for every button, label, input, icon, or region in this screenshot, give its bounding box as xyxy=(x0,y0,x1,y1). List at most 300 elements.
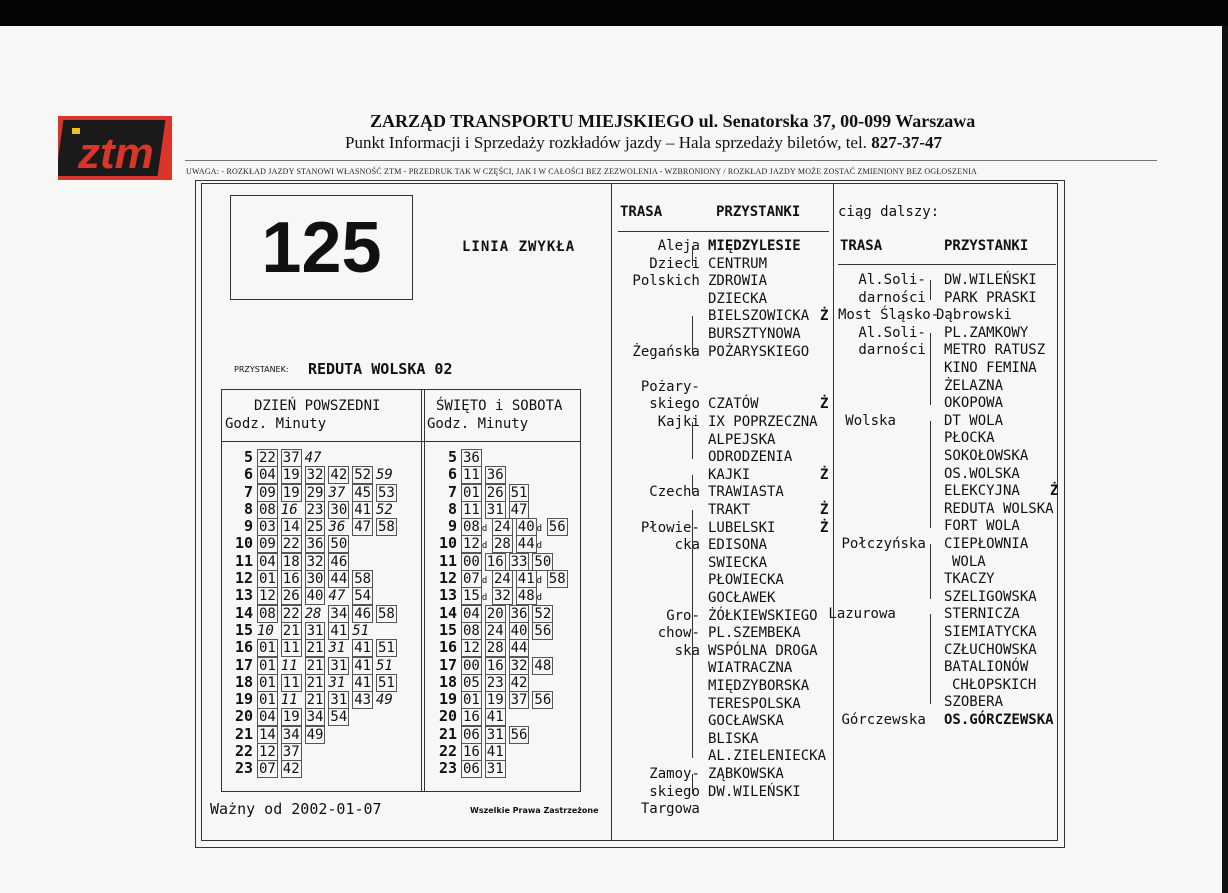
copyright-notice: UWAGA: - ROZKŁAD JAZDY STANOWI WŁASNOŚĆ ZTM - PRZEDRUK TAK W CZĘŚCI, JAK I W CAŁOŚCI BEZ ZEZWOLENIA - WZBRONIONY / ROZKŁAD JAZDY MOŻE ZOSTAĆ ZMIENIONY BEZ OGŁOSZENIA xyxy=(186,167,978,176)
departure-hour: 17 xyxy=(438,655,457,674)
departure-row xyxy=(221,518,421,535)
departure-hour: 14 xyxy=(234,603,253,622)
departure-row xyxy=(221,535,421,552)
departure-minute: 42 xyxy=(330,467,348,484)
departure-minute: 12 d xyxy=(463,536,488,553)
departure-minute: 08 d xyxy=(463,519,488,536)
departure-hour: 20 xyxy=(234,707,253,726)
departure-minute: 36 xyxy=(328,519,346,536)
route-street: Czecha xyxy=(649,484,700,501)
route-connector xyxy=(692,510,693,758)
departure-row xyxy=(425,484,581,501)
line-type: LINIA ZWYKŁA xyxy=(462,239,576,255)
departure-row xyxy=(425,726,581,743)
route-stop: CZŁUCHOWSKA xyxy=(944,641,1037,658)
weekday-subtitle: Godz. Minuty xyxy=(225,416,327,432)
route-stop: DW.WILEŃSKI xyxy=(708,783,801,800)
route-connector xyxy=(692,422,693,459)
departure-minute: 31 xyxy=(486,761,504,778)
departure-hour: 13 xyxy=(438,586,457,605)
route2-header-rule xyxy=(838,264,1056,265)
departure-minute: 58 xyxy=(377,605,395,622)
departure-hour: 20 xyxy=(438,707,457,726)
departure-minute: 04 xyxy=(259,553,276,570)
departure-hour: 17 xyxy=(234,655,253,674)
departure-minute: 54 xyxy=(330,709,348,726)
departure-hour: 19 xyxy=(234,690,253,709)
route-stop: MIĘDZYLESIE xyxy=(708,238,801,254)
departure-minute: 51 xyxy=(377,640,395,657)
departure-minute: 26 xyxy=(486,484,504,501)
departure-minute: 08 xyxy=(259,605,276,622)
holiday-departures xyxy=(425,449,581,778)
route-stop: BATALIONÓW xyxy=(944,659,1029,676)
departure-minute: 08 xyxy=(463,622,480,639)
route-street: darności xyxy=(858,342,926,359)
route-stop: ŻÓŁKIEWSKIEGO xyxy=(708,607,818,624)
departure-hour: 14 xyxy=(438,603,457,622)
departure-minute: 25 xyxy=(306,519,324,536)
route-stop: PŁOCKA xyxy=(944,430,995,447)
departure-minute: 42 xyxy=(282,761,300,778)
route2-header-przystanki: PRZYSTANKI xyxy=(944,238,1029,254)
departure-row xyxy=(425,691,581,708)
route-street: Zamoy- xyxy=(649,766,700,782)
route-stop: TKACZY xyxy=(944,571,995,588)
route-street: skiego xyxy=(649,783,700,800)
route-header-rule xyxy=(618,231,829,232)
departure-hour: 9 xyxy=(243,517,253,536)
weekday-departures xyxy=(221,449,421,778)
route-stop: BLISKA xyxy=(708,730,759,747)
departure-hour: 18 xyxy=(234,672,253,691)
route-stop: ELEKCYJNA xyxy=(944,483,1020,500)
departure-hour: 19 xyxy=(438,690,457,709)
departure-minute: 11 xyxy=(280,692,298,709)
departure-hour: 10 xyxy=(234,534,253,553)
departure-hour: 16 xyxy=(438,638,457,657)
departure-hour: 5 xyxy=(243,448,253,466)
departure-row xyxy=(221,449,421,466)
departure-minute: 52 xyxy=(534,605,552,622)
departures-header-rule xyxy=(221,441,581,442)
departure-row xyxy=(425,466,581,483)
route-stop: POŻARYSKIEGO xyxy=(708,343,810,360)
departure-minute: 41 xyxy=(354,501,372,518)
departure-minute: 51 xyxy=(352,622,370,639)
departure-minute: 58 xyxy=(548,571,566,588)
route-street: Pożary- xyxy=(640,378,700,395)
departure-minute: 48 d xyxy=(517,588,543,605)
departure-hour: 15 xyxy=(438,620,457,639)
departure-minute: 29 xyxy=(306,484,324,501)
route-connector xyxy=(692,316,693,353)
scan-right-border xyxy=(1222,26,1228,893)
route-stop: SIEMIATYCKA xyxy=(944,624,1037,640)
departure-minute: 30 xyxy=(306,571,324,588)
departure-minute: 46 xyxy=(354,605,372,622)
route-stop: BURSZTYNOWA xyxy=(708,326,801,342)
route-stop: ALPEJSKA xyxy=(708,431,776,448)
departure-minute: 21 xyxy=(306,657,324,674)
departure-row xyxy=(221,691,421,708)
departure-minute: 49 xyxy=(375,692,393,709)
route-stop: ŻELAZNA xyxy=(944,377,1004,394)
departure-minute: 43 xyxy=(354,692,372,709)
departure-minute: 11 xyxy=(463,467,480,484)
departure-minute: 44 d xyxy=(517,536,543,553)
departure-minute: 32 xyxy=(510,657,528,674)
route-connector xyxy=(930,544,931,599)
departure-minute: 18 xyxy=(282,553,300,570)
departure-minute: 36 xyxy=(510,605,528,622)
departure-minute: 01 xyxy=(259,657,276,674)
valid-from: Ważny od 2002-01-07 xyxy=(210,800,382,818)
route-stop: OKOPOWA xyxy=(944,395,1004,412)
route-street: Lazurowa xyxy=(828,606,896,623)
route-stop: DW.WILEŃSKI xyxy=(944,272,1037,288)
departure-minute: 53 xyxy=(377,484,395,501)
departure-minute: 59 xyxy=(375,467,393,484)
departure-row xyxy=(221,639,421,656)
route-stop: STERNICZA xyxy=(944,606,1020,623)
route-street: Dzieci xyxy=(649,255,700,272)
departure-minute: 41 xyxy=(354,674,372,691)
departure-minute: 28 xyxy=(304,605,322,622)
route-stop: DZIECKA xyxy=(708,290,768,307)
departure-hour: 21 xyxy=(234,724,253,743)
on-request-mark: Ż xyxy=(820,502,829,518)
departure-minute: 31 xyxy=(328,674,346,691)
on-request-mark: Ż xyxy=(820,466,829,483)
departure-row xyxy=(221,708,421,725)
departure-minute: 14 xyxy=(282,519,300,536)
departure-minute: 41 xyxy=(486,709,504,726)
departure-minute: 44 xyxy=(510,640,528,657)
departure-hour: 23 xyxy=(234,759,253,778)
route-street: Gro- xyxy=(666,607,700,624)
route-continued: ciąg dalszy: xyxy=(838,204,940,220)
departure-minute: 22 xyxy=(282,536,300,553)
departure-hour: 12 xyxy=(234,569,253,588)
departure-minute: 32 xyxy=(306,553,324,570)
departure-row xyxy=(221,622,421,639)
route-stop: WOLA xyxy=(952,553,986,570)
route-connector xyxy=(692,475,693,495)
route-street: Al.Soli- xyxy=(858,272,926,288)
departure-hour: 9 xyxy=(447,517,457,536)
stop-name: REDUTA WOLSKA 02 xyxy=(308,360,453,378)
departure-minute: 47 xyxy=(510,501,528,518)
departure-minute: 36 xyxy=(463,450,480,466)
departure-minute: 01 xyxy=(463,484,480,501)
departure-row xyxy=(221,760,421,777)
departure-hour: 16 xyxy=(234,638,253,657)
route-street: Most Śląsko- xyxy=(838,307,940,324)
route-street: skiego xyxy=(649,396,700,413)
route-stop: OS.GÓRCZEWSKA xyxy=(944,712,1054,728)
departure-minute: 06 xyxy=(463,761,480,778)
departure-row xyxy=(221,605,421,622)
departure-row xyxy=(425,674,581,691)
departure-row xyxy=(425,605,581,622)
header-info-text: Punkt Informacji i Sprzedaży rozkładów jazdy – Hala sprzedaży biletów, tel. xyxy=(345,133,872,152)
departure-minute: 31 xyxy=(330,657,348,674)
departure-minute: 52 xyxy=(375,501,393,518)
departure-minute: 26 xyxy=(282,588,300,605)
route-stop: LUBELSKI xyxy=(708,519,776,536)
departure-minute: 11 xyxy=(282,674,300,691)
route-connector xyxy=(692,774,693,794)
route-header-przystanki: PRZYSTANKI xyxy=(716,204,801,220)
route-connector xyxy=(930,421,931,529)
departure-minute: 09 xyxy=(259,484,276,501)
departure-minute: 28 xyxy=(486,640,504,657)
header-phone: 827-37-47 xyxy=(871,133,943,152)
departure-minute: 01 xyxy=(259,692,276,709)
route-stop: PARK PRASKI xyxy=(944,289,1037,306)
route-stop: TERESPOLSKA xyxy=(708,695,801,712)
route-street: Płowie- xyxy=(640,519,700,536)
route-connector xyxy=(692,246,693,266)
departure-hour: 11 xyxy=(438,551,457,570)
route-stop: FORT WOLA xyxy=(944,518,1020,535)
departure-minute: 03 xyxy=(259,519,276,536)
departure-minute: 37 xyxy=(510,692,528,709)
route-stop: PŁOWIECKA xyxy=(708,572,784,589)
route-street: darności xyxy=(858,289,926,306)
departure-minute: 48 xyxy=(534,657,552,674)
route-stop: SZOBERA xyxy=(944,694,1004,711)
departure-row xyxy=(425,449,581,466)
departure-minute: 45 xyxy=(354,484,372,501)
route-column-separator xyxy=(833,183,834,841)
departure-minute: 34 xyxy=(282,726,300,743)
departure-minute: 20 xyxy=(486,605,504,622)
departure-hour: 10 xyxy=(438,534,457,553)
route-stop: DT WOLA xyxy=(944,412,1004,429)
departure-minute: 56 xyxy=(548,519,566,536)
departure-minute: 33 xyxy=(510,553,528,570)
departure-hour: 21 xyxy=(438,724,457,743)
departure-row xyxy=(221,657,421,674)
rights-reserved: Wszelkie Prawa Zastrzeżone xyxy=(470,806,599,815)
route-header-trasa: TRASA xyxy=(620,204,663,220)
route-stop: KINO FEMINA xyxy=(944,360,1037,376)
route-stop: KAJKI xyxy=(708,466,751,483)
departure-minute: 00 xyxy=(463,657,480,674)
scan-top-border xyxy=(0,0,1228,26)
route-stop: PL.SZEMBEKA xyxy=(708,625,801,642)
departure-minute: 46 xyxy=(330,553,348,570)
departure-minute: 21 xyxy=(306,692,324,709)
departure-minute: 01 xyxy=(259,674,276,691)
departure-minute: 51 xyxy=(510,484,528,501)
departure-minute: 01 xyxy=(259,640,276,657)
departure-minute: 52 xyxy=(354,467,372,484)
departure-minute: 07 xyxy=(259,761,276,778)
departure-row xyxy=(221,587,421,604)
departure-row xyxy=(425,518,581,535)
departure-minute: 11 xyxy=(280,657,298,674)
departure-minute: 11 xyxy=(282,640,300,657)
departure-hour: 7 xyxy=(243,482,253,501)
departure-hour: 11 xyxy=(234,551,253,570)
departure-minute: 10 xyxy=(257,622,274,639)
route-stop: SOKOŁOWSKA xyxy=(944,448,1029,464)
departure-minute: 51 xyxy=(377,674,395,691)
departure-row xyxy=(425,657,581,674)
departure-hour: 15 xyxy=(234,620,253,639)
route-street: Targowa xyxy=(640,801,700,818)
departure-minute: 04 xyxy=(259,467,276,484)
route-street: Polskich xyxy=(632,273,700,290)
departure-minute: 31 xyxy=(306,622,324,639)
route-stop: ZĄBKOWSKA xyxy=(708,766,784,782)
departure-row xyxy=(425,639,581,656)
departure-minute: 37 xyxy=(282,744,300,761)
route-stop: ODRODZENIA xyxy=(708,449,793,466)
route-street: Połczyńska xyxy=(841,536,926,552)
departure-minute: 56 xyxy=(534,622,552,639)
route-stop: METRO RATUSZ xyxy=(944,342,1046,359)
departure-minute: 21 xyxy=(282,622,300,639)
route-stop: BIELSZOWICKA xyxy=(708,308,810,325)
departure-minute: 23 xyxy=(486,674,504,691)
departure-minute: 51 xyxy=(375,657,393,674)
route-stop: EDISONA xyxy=(708,537,768,554)
departure-row xyxy=(221,466,421,483)
departure-hour: 18 xyxy=(438,672,457,691)
departure-minute: 47 xyxy=(354,519,372,536)
departure-minute: 16 xyxy=(463,744,480,761)
departure-minute: 31 xyxy=(486,726,504,743)
route-stop: WSPÓLNA DROGA xyxy=(708,642,818,659)
departure-minute: 11 xyxy=(463,501,480,518)
departure-minute: 19 xyxy=(486,692,504,709)
on-request-mark: Ż xyxy=(1050,483,1059,500)
departure-minute: 14 xyxy=(259,726,276,743)
departure-minute: 22 xyxy=(259,450,276,466)
departure-minute: 23 xyxy=(306,501,324,518)
departure-hour: 7 xyxy=(447,482,457,501)
departure-minute: 22 xyxy=(282,605,300,622)
on-request-mark: Ż xyxy=(820,519,829,536)
departure-minute: 37 xyxy=(328,484,346,501)
route-stop: CIEPŁOWNIA xyxy=(944,536,1029,552)
departure-minute: 19 xyxy=(282,709,300,726)
route-stop: Dąbrowski xyxy=(936,307,1012,324)
departure-row xyxy=(425,535,581,552)
departure-minute: 01 xyxy=(259,571,276,588)
route-stop: TRAKT xyxy=(708,502,751,518)
departure-row xyxy=(221,484,421,501)
departure-minute: 58 xyxy=(354,571,372,588)
route-street: Żegańska xyxy=(632,343,700,360)
departure-hour: 6 xyxy=(243,465,253,484)
route-street: Kajki xyxy=(657,414,700,430)
departure-row xyxy=(425,553,581,570)
route-street: Górczewska xyxy=(841,712,926,728)
route-street: Wolska xyxy=(845,412,896,429)
departure-minute: 50 xyxy=(330,536,348,553)
departure-minute: 42 xyxy=(510,674,528,691)
departure-minute: 08 xyxy=(259,501,276,518)
departure-minute: 12 xyxy=(259,744,276,761)
departure-minute: 32 xyxy=(494,588,511,605)
departure-minute: 19 xyxy=(282,484,300,501)
departure-minute: 36 xyxy=(486,467,504,484)
departure-minute: 56 xyxy=(534,692,552,709)
departure-hour: 8 xyxy=(447,499,457,518)
departure-minute: 36 xyxy=(306,536,324,553)
departure-row xyxy=(425,587,581,604)
header-rule xyxy=(185,160,1157,161)
route-stop: MIĘDZYBORSKA xyxy=(708,678,810,694)
logo-lettering: ztm xyxy=(78,129,154,178)
departure-row xyxy=(425,622,581,639)
departure-minute: 40 xyxy=(306,588,324,605)
departure-minute: 24 xyxy=(494,571,511,588)
departure-minute: 04 xyxy=(259,709,276,726)
departure-minute: 01 xyxy=(463,692,480,709)
route-connector xyxy=(930,333,931,405)
stop-label: PRZYSTANEK: xyxy=(234,365,289,374)
route-street: Al.Soli- xyxy=(858,324,926,341)
route-stop: OS.WOLSKA xyxy=(944,465,1020,482)
line-number: 125 xyxy=(230,195,413,300)
departure-minute: 40 xyxy=(510,622,528,639)
departure-minute: 28 xyxy=(494,536,511,553)
departure-hour: 23 xyxy=(438,759,457,778)
route-street: Aleja xyxy=(657,238,700,254)
route-stop: ZDROWIA xyxy=(708,273,768,290)
departure-minute: 06 xyxy=(463,726,480,743)
route-street: ska xyxy=(674,642,700,659)
departure-row xyxy=(425,708,581,725)
departure-minute: 30 xyxy=(330,501,348,518)
departure-minute: 00 xyxy=(463,553,480,570)
on-request-mark: Ż xyxy=(820,396,829,413)
departure-minute: 24 xyxy=(494,519,511,536)
route-stop: WIATRACZNA xyxy=(708,660,793,677)
departure-minute: 40 d xyxy=(517,519,543,536)
departure-minute: 31 xyxy=(330,692,348,709)
departure-minute: 58 xyxy=(377,519,395,536)
route-stop: SZELIGOWSKA xyxy=(944,588,1037,605)
departure-minute: 16 xyxy=(280,501,298,518)
route-stop: PL.ZAMKOWY xyxy=(944,324,1029,341)
route-stop: IX POPRZECZNA xyxy=(708,414,818,430)
ztm-logo xyxy=(58,116,172,180)
route-stop: GOCŁAWSKA xyxy=(708,713,784,730)
departure-minute: 16 xyxy=(486,553,504,570)
header-org-line: ZARZĄD TRANSPORTU MIEJSKIEGO ul. Senatorska 37, 00-099 Warszawa xyxy=(370,111,976,131)
route2-header-trasa: TRASA xyxy=(840,238,883,254)
departure-minute: 50 xyxy=(534,553,552,570)
departure-hour: 12 xyxy=(438,569,457,588)
route-connector xyxy=(930,280,931,300)
weekday-title: DZIEŃ POWSZEDNI xyxy=(254,398,381,414)
departure-minute: 12 xyxy=(259,588,276,605)
departure-row xyxy=(221,570,421,587)
departure-row xyxy=(425,570,581,587)
departure-minute: 49 xyxy=(306,726,324,743)
departure-minute: 41 xyxy=(330,622,348,639)
departure-minute: 47 xyxy=(328,588,346,605)
departure-minute: 56 xyxy=(510,726,528,743)
departure-minute: 04 xyxy=(463,605,480,622)
